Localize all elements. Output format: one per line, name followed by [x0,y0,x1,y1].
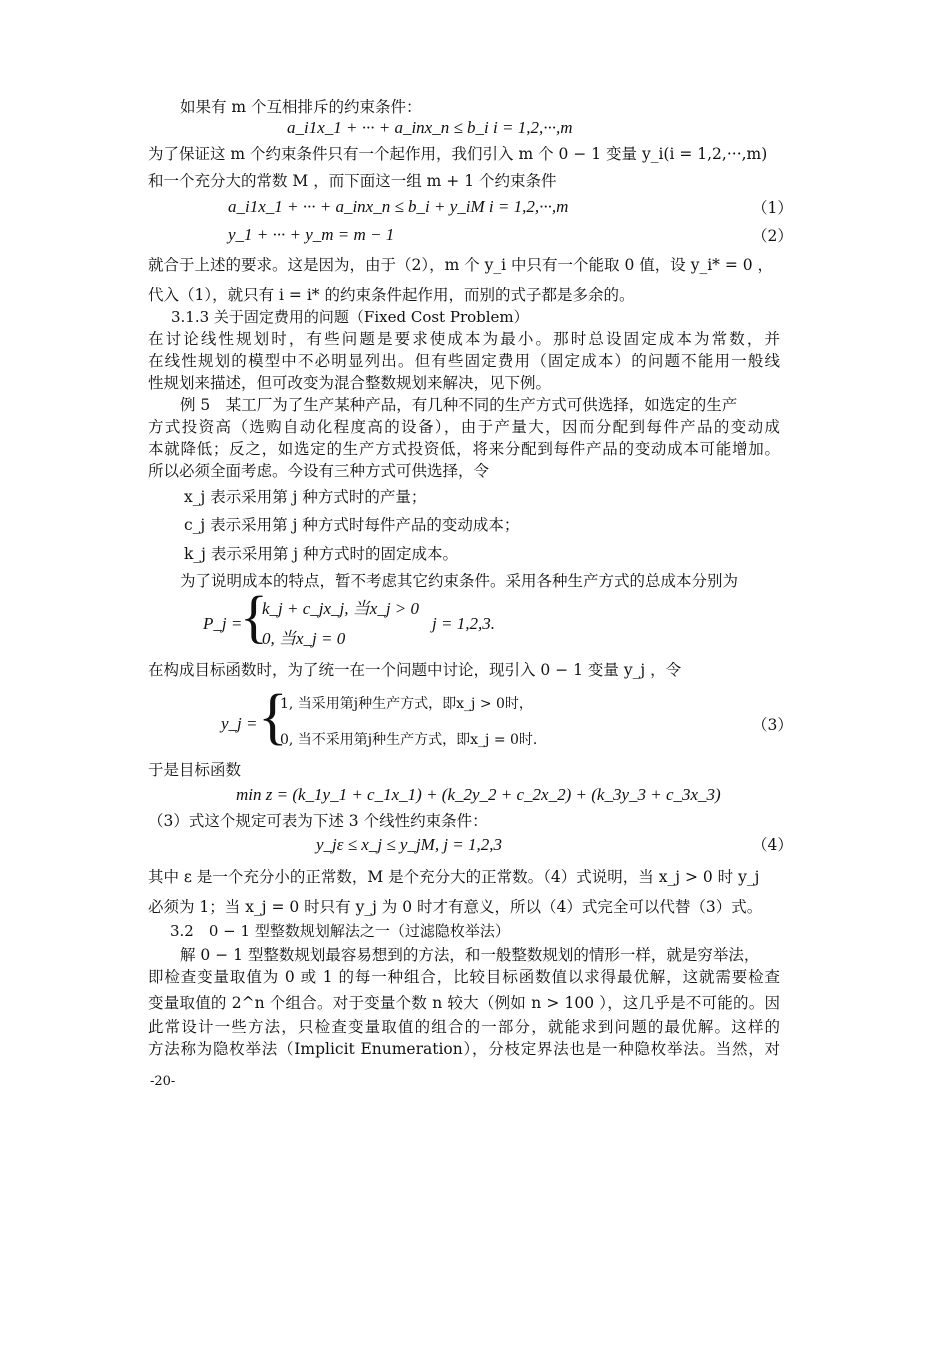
definition-line: c_j 表示采用第 j 种方式时每件产品的变动成本； [184,516,520,534]
equation-number: （1） [752,199,793,217]
text-line: 和一个充分大的常数 M ，而下面这一组 m + 1 个约束条件 [148,172,557,190]
text-line: 必须为 1；当 x_j = 0 时只有 y_j 为 0 时才有意义，所以（4）式完全可以代替（3）式。 [148,898,763,916]
text-line: 即检查变量取值为 0 或 1 的每一种组合，比较目标函数值以求得最优解，这就需要检查 [148,968,780,986]
text-line: 变量取值的 2^n 个组合。对于变量个数 n 较大（例如 n > 100 ），这几乎是不可能的。因 [148,994,780,1012]
text-line: 为了说明成本的特点，暂不考虑其它约束条件。采用各种生产方式的总成本分别为 [180,572,739,590]
objective-function: min z = (k_1y_1 + c_1x_1) + (k_2y_2 + c_2x_2) + (k_3y_3 + c_3x_3) [236,785,721,804]
indicator-case-1: 1, 当采用第j种生产方式，即x_j > 0时， [280,696,533,712]
text-line: 解 0 − 1 型整数规划最容易想到的方法，和一般整数规划的情形一样，就是穷举法， [180,946,760,964]
equation-1: a_i1x_1 + ··· + a_inx_n ≤ b_i + y_iM i = 1,2,···,m [228,197,569,216]
indicator-lhs: y_j = [221,714,258,733]
section-heading: 3.1.3 关于固定费用的问题（Fixed Cost Problem） [171,308,529,326]
indicator-case-2: 0, 当不采用第j种生产方式，即x_j = 0时. [280,732,538,748]
cost-index-range: j = 1,2,3. [432,614,495,633]
equation-number: （3） [752,716,793,734]
text-line: 例 5 某工厂为了生产某种产品，有几种不同的生产方式可供选择，如选定的生产 [180,396,738,414]
text-line: 性规划来描述，但可改变为混合整数规划来解决，见下例。 [148,374,552,392]
definition-line: x_j 表示采用第 j 种方式时的产量； [184,488,427,506]
text-line: 在构成目标函数时，为了统一在一个问题中讨论，现引入 0 − 1 变量 y_j ，令 [148,661,682,679]
text-line: 方法称为隐枚举法（Implicit Enumeration），分枝定界法也是一种隐枚举法。当然，对 [148,1040,780,1058]
page-number: -20- [150,1074,176,1089]
brace-symbol: { [240,584,268,649]
section-heading: 3.2 0 − 1 型整数规划解法之一（过滤隐枚举法） [170,922,510,940]
cost-lhs: P_j = [203,614,243,633]
text-line: 其中 ε 是一个充分小的正常数，M 是个充分大的正常数。（4）式说明，当 x_j > 0 时 y_j [148,868,760,886]
equation-number: （2） [752,227,793,245]
cost-case-1: k_j + c_jx_j, 当x_j > 0 [262,599,420,618]
text-line: 于是目标函数 [148,761,242,779]
text-line: 此常设计一些方法，只检查变量取值的组合的一部分，就能求到问题的最优解。这样的 [148,1018,780,1036]
equation-number: （4） [752,836,793,854]
text-line: 方式投资高（选购自动化程度高的设备），由于产量大，因而分配到每件产品的变动成 [148,418,780,436]
definition-line: k_j 表示采用第 j 种方式时的固定成本。 [184,545,459,563]
text-line: （3）式这个规定可表为下述 3 个线性约束条件： [148,812,488,830]
text-line: 所以必须全面考虑。今设有三种方式可供选择，令 [148,462,490,480]
brace-symbol: { [258,683,288,751]
text-line: 就合于上述的要求。这是因为，由于（2），m 个 y_i 中只有一个能取 0 值，设 y_i* = 0 ， [148,256,774,274]
cost-case-2: 0, 当x_j = 0 [262,629,346,648]
text-line: 为了保证这 m 个约束条件只有一个起作用，我们引入 m 个 0 − 1 变量 y_i(i = 1,2,···,m) [148,145,768,163]
text-line: 如果有 m 个互相排斥的约束条件： [180,98,422,116]
text-line: 在讨论线性规划时，有些问题是要求使成本为最小。那时总设固定成本为常数，并 [148,330,780,348]
text-line: 代入（1），就只有 i = i* 的约束条件起作用，而别的式子都是多余的。 [148,286,635,304]
text-line: 在线性规划的模型中不必明显列出。但有些固定费用（固定成本）的问题不能用一般线 [148,352,780,370]
equation: a_i1x_1 + ··· + a_inx_n ≤ b_i i = 1,2,···,m [287,118,573,137]
equation-2: y_1 + ··· + y_m = m − 1 [228,225,395,244]
text-line: 本就降低；反之，如选定的生产方式投资低，将来分配到每件产品的变动成本可能增加。 [148,440,780,458]
equation-4: y_jε ≤ x_j ≤ y_jM, j = 1,2,3 [316,835,503,854]
